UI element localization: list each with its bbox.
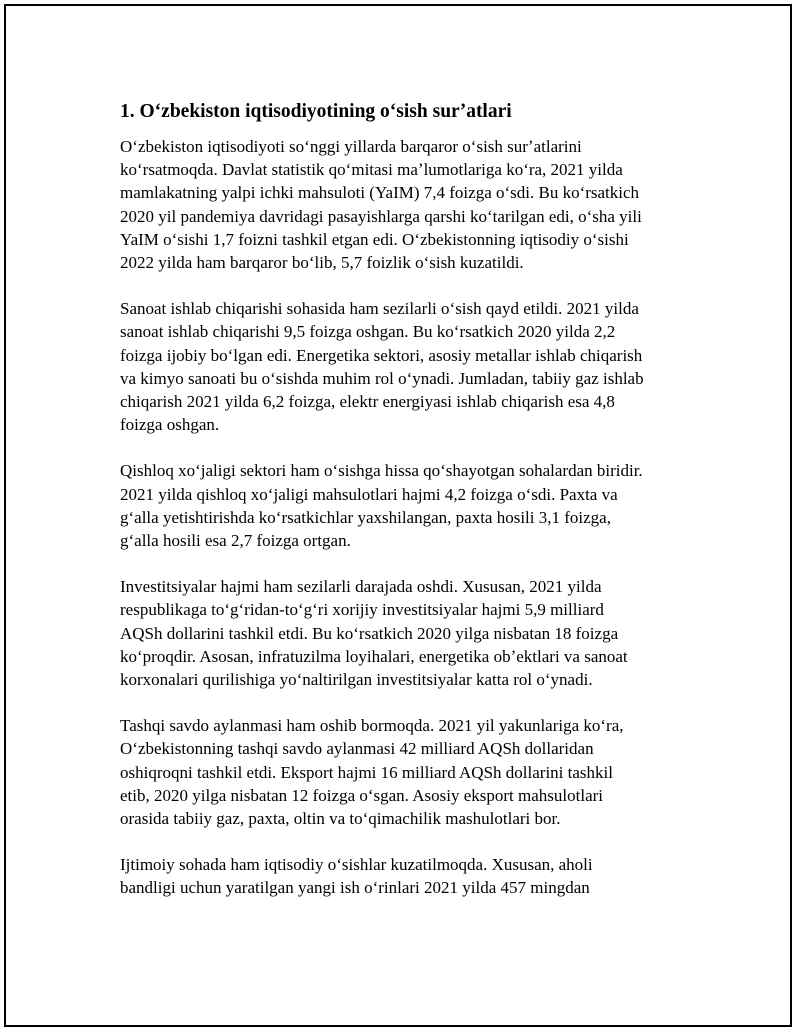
paragraph-1: [120, 135, 700, 274]
text-line: gʻalla yetishtirishda koʻrsatkichlar yaxshilangan, paxta hosili 3,1 foizga,: [120, 507, 611, 527]
paragraphs-container: [120, 135, 700, 900]
text-line: Oʻzbekiston iqtisodiyoti soʻnggi yillarda barqaror oʻsish surʼatlarini: [120, 137, 582, 156]
text-line: foizga oshgan.: [120, 415, 220, 435]
text-line: respublikaga toʻgʻridan-toʻgʻri xorijiy investitsiyalar hajmi 5,9 milliard: [120, 600, 604, 620]
text-line: koʻproqdir. Asosan, infratuzilma loyihalari, energetika obʼektlari va sanoat: [120, 646, 628, 666]
text-line: orasida tabiiy gaz, paxta, oltin va toʻqimachilik mashulotlari bor.: [120, 809, 561, 829]
text-line: chiqarish 2021 yilda 6,2 foizga, elektr energiyasi ishlab chiqarish esa 4,8: [120, 392, 615, 412]
section-heading: 1. Oʻzbekiston iqtisodiyotining oʻsish surʼatlari: [120, 101, 512, 122]
text-line: YaIM oʻsishi 1,7 foizni tashkil etgan edi. Oʻzbekistonning iqtisodiy oʻsishi: [120, 229, 629, 249]
text-line: AQSh dollarini tashkil etdi. Bu koʻrsatkich 2020 yilga nisbatan 18 foizga: [120, 623, 619, 643]
text-line: oshiqroqni tashkil etdi. Eksport hajmi 16 milliard AQSh dollarini tashkil: [120, 762, 613, 782]
paragraph-6: [120, 853, 700, 899]
text-line: Sanoat ishlab chiqarishi sohasida ham sezilarli oʻsish qayd etildi. 2021 yilda: [120, 299, 639, 319]
text-line: mamlakatning yalpi ichki mahsuloti (YaIM) 7,4 foizga oʻsdi. Bu koʻrsatkich: [120, 183, 640, 203]
text-line: 2022 yilda ham barqaror boʻlib, 5,7 foizlik oʻsish kuzatildi.: [120, 253, 524, 273]
text-line: bandligi uchun yaratilgan yangi ish oʻrinlari 2021 yilda 457 mingdan: [120, 878, 590, 898]
paragraph-2: [120, 297, 700, 436]
paragraph-4: [120, 575, 700, 691]
text-line: Qishloq xoʻjaligi sektori ham oʻsishga hissa qoʻshayotgan sohalardan biridir.: [120, 461, 643, 481]
text-line: koʻrsatmoqda. Davlat statistik qoʻmitasi maʼlumotlariga koʻra, 2021 yilda: [120, 160, 623, 180]
text-line: etib, 2020 yilga nisbatan 12 foizga oʻsgan. Asosiy eksport mahsulotlari: [120, 785, 604, 805]
text-line: sanoat ishlab chiqarishi 9,5 foizga oshgan. Bu koʻrsatkich 2020 yilda 2,2: [120, 322, 616, 342]
text-line: foizga ijobiy boʻlgan edi. Energetika sektori, asosiy metallar ishlab chiqarish: [120, 345, 643, 365]
text-line: gʻalla hosili esa 2,7 foizga ortgan.: [120, 531, 351, 551]
document-page: [4, 4, 792, 1027]
text-line: korxonalari qurilishiga yoʻnaltirilgan investitsiyalar katta rol oʻynadi.: [120, 670, 593, 690]
text-line: Investitsiyalar hajmi ham sezilarli darajada oshdi. Xususan, 2021 yilda: [120, 577, 602, 597]
text-line: Ijtimoiy sohada ham iqtisodiy oʻsishlar kuzatilmoqda. Xususan, aholi: [120, 855, 593, 875]
page-content: [120, 98, 700, 923]
text-line: va kimyo sanoati bu oʻsishda muhim rol oʻynadi. Jumladan, tabiiy gaz ishlab: [120, 368, 644, 388]
text-line: Oʻzbekistonning tashqi savdo aylanmasi 42 milliard AQSh dollaridan: [120, 739, 594, 759]
paragraph-5: [120, 714, 700, 830]
text-line: Tashqi savdo aylanmasi ham oshib bormoqda. 2021 yil yakunlariga koʻra,: [120, 716, 624, 736]
text-line: 2020 yil pandemiya davridagi pasayishlarga qarshi koʻtarilgan edi, oʻsha yili: [120, 206, 642, 226]
text-line: 2021 yilda qishloq xoʻjaligi mahsulotlari hajmi 4,2 foizga oʻsdi. Paxta va: [120, 484, 618, 504]
paragraph-3: [120, 459, 700, 552]
